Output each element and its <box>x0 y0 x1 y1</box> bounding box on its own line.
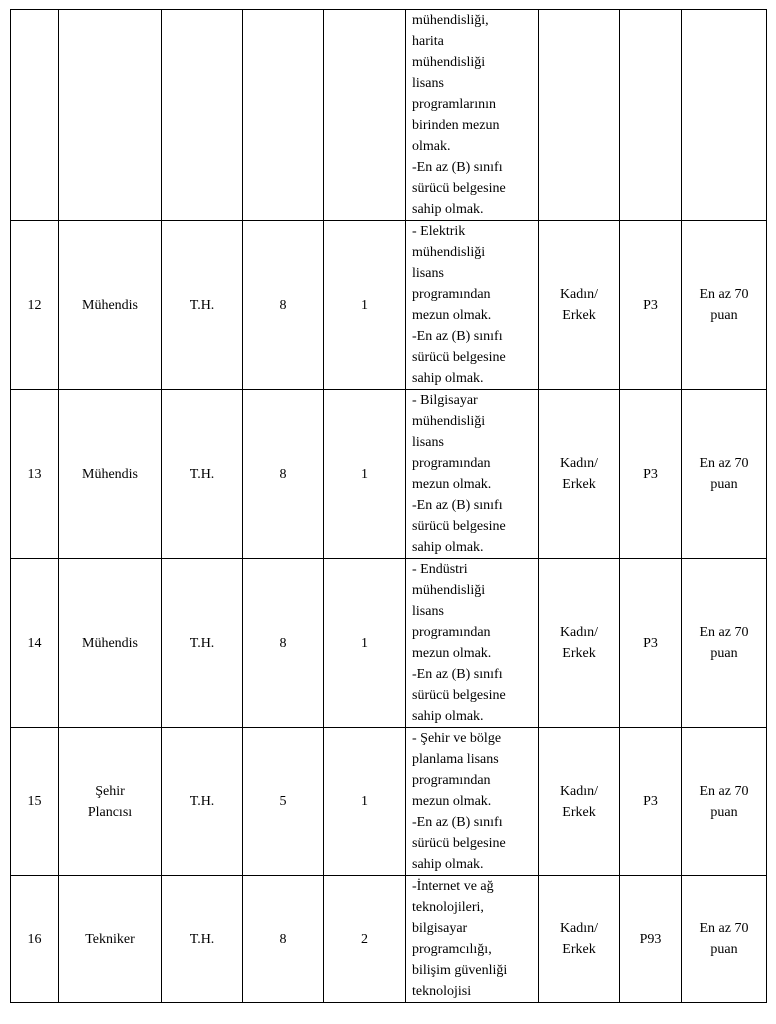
requirement-line: - Şehir ve bölge <box>412 731 502 746</box>
requirement-line: mezun olmak. <box>412 477 492 492</box>
min-score-line: puan <box>710 942 738 957</box>
requirement-line: programlarının <box>412 97 496 112</box>
requirement-line: - Elektrik <box>412 224 466 239</box>
requirement-line: mühendisliği, <box>412 13 489 28</box>
requirement-line: -En az (B) sınıfı <box>412 815 503 830</box>
class-cell: T.H. <box>162 559 243 728</box>
job-title-line: Plancısı <box>87 804 133 820</box>
gender-line: Kadın/ <box>559 287 599 302</box>
position-count-cell: 1 <box>324 390 406 559</box>
degree-cell: 8 <box>243 221 324 390</box>
gender-line: Erkek <box>562 308 596 323</box>
requirement-line: sahip olmak. <box>412 371 484 386</box>
degree-cell: 8 <box>243 876 324 1003</box>
min-score-line: En az 70 <box>699 287 749 302</box>
row-number-cell: 16 <box>11 876 59 1003</box>
row-number-cell: 14 <box>11 559 59 728</box>
row-number-cell: 12 <box>11 221 59 390</box>
job-title-line: Mühendis <box>82 635 138 651</box>
requirement-line: lisans <box>412 435 444 450</box>
job-title-cell <box>59 728 162 876</box>
job-title-cell <box>59 10 162 221</box>
score-type-cell: P3 <box>620 559 682 728</box>
table-row <box>11 876 767 1003</box>
min-score-cell <box>682 876 767 1003</box>
requirement-line: -En az (B) sınıfı <box>412 160 503 175</box>
requirement-line: harita <box>412 34 444 49</box>
requirement-line: programından <box>412 287 491 302</box>
job-listing-table <box>10 9 767 1003</box>
requirement-line: mühendisliği <box>412 55 486 70</box>
requirement-line: programından <box>412 456 491 471</box>
gender-line: Kadın/ <box>559 456 599 471</box>
requirement-line: - Bilgisayar <box>412 393 478 408</box>
requirement-line: -En az (B) sınıfı <box>412 498 503 513</box>
position-count-cell: 1 <box>324 728 406 876</box>
job-title-cell <box>59 876 162 1003</box>
degree-cell <box>243 10 324 221</box>
requirement-line: sahip olmak. <box>412 540 484 555</box>
gender-line: Erkek <box>562 942 596 957</box>
min-score-cell <box>682 221 767 390</box>
requirement-line: sahip olmak. <box>412 202 484 217</box>
table-row <box>11 728 767 876</box>
gender-cell <box>539 559 620 728</box>
class-cell: T.H. <box>162 876 243 1003</box>
requirement-line: -En az (B) sınıfı <box>412 329 503 344</box>
min-score-cell <box>682 10 767 221</box>
requirement-line: teknolojileri, <box>412 900 484 915</box>
requirement-line: mezun olmak. <box>412 308 492 323</box>
requirement-line: lisans <box>412 604 444 619</box>
degree-cell: 8 <box>243 559 324 728</box>
score-type-cell: P3 <box>620 221 682 390</box>
min-score-line: puan <box>710 804 738 820</box>
requirement-line: mezun olmak. <box>412 794 492 809</box>
gender-line: Erkek <box>562 804 596 820</box>
min-score-line: En az 70 <box>699 625 749 640</box>
min-score-line: puan <box>710 477 738 492</box>
requirement-line: mühendisliği <box>412 583 486 598</box>
min-score-cell <box>682 728 767 876</box>
position-count-cell <box>324 10 406 221</box>
table-row <box>11 10 767 221</box>
gender-line: Erkek <box>562 646 596 661</box>
job-title-cell <box>59 221 162 390</box>
gender-line: Kadın/ <box>559 783 599 799</box>
requirement-line: olmak. <box>412 139 451 154</box>
gender-cell <box>539 221 620 390</box>
table-row <box>11 221 767 390</box>
requirements-cell <box>406 728 539 876</box>
requirement-line: mühendisliği <box>412 245 486 260</box>
requirement-line: bilgisayar <box>412 921 468 936</box>
row-number-cell <box>11 10 59 221</box>
job-title-cell <box>59 559 162 728</box>
row-number-cell: 13 <box>11 390 59 559</box>
requirement-line: planlama lisans <box>412 752 499 767</box>
requirement-line: sahip olmak. <box>412 857 484 872</box>
job-title-line: Mühendis <box>82 466 138 482</box>
min-score-line: En az 70 <box>699 783 749 799</box>
position-count-cell: 2 <box>324 876 406 1003</box>
requirements-cell <box>406 221 539 390</box>
requirement-line: sürücü belgesine <box>412 350 506 365</box>
requirements-cell <box>406 876 539 1003</box>
score-type-cell <box>620 10 682 221</box>
min-score-line: puan <box>710 646 738 661</box>
requirement-line: programından <box>412 625 491 640</box>
requirement-line: sürücü belgesine <box>412 688 506 703</box>
job-title-line: Tekniker <box>85 931 135 947</box>
position-count-cell: 1 <box>324 559 406 728</box>
job-title-line: Şehir <box>95 783 125 799</box>
row-number-cell: 15 <box>11 728 59 876</box>
min-score-line: En az 70 <box>699 456 749 471</box>
requirement-line: sahip olmak. <box>412 709 484 724</box>
requirement-line: -En az (B) sınıfı <box>412 667 503 682</box>
gender-cell <box>539 390 620 559</box>
table-body <box>11 10 767 1003</box>
gender-cell <box>539 876 620 1003</box>
score-type-cell: P3 <box>620 728 682 876</box>
requirements-cell <box>406 10 539 221</box>
requirement-line: - Endüstri <box>412 562 468 577</box>
requirements-cell <box>406 390 539 559</box>
requirement-line: mühendisliği <box>412 414 486 429</box>
position-count-cell: 1 <box>324 221 406 390</box>
job-title-cell <box>59 390 162 559</box>
min-score-line: En az 70 <box>699 921 749 936</box>
degree-cell: 5 <box>243 728 324 876</box>
gender-cell <box>539 728 620 876</box>
gender-line: Kadın/ <box>559 921 599 936</box>
score-type-cell: P93 <box>620 876 682 1003</box>
requirement-line: birinden mezun <box>412 118 500 133</box>
requirement-line: sürücü belgesine <box>412 836 506 851</box>
gender-line: Kadın/ <box>559 625 599 640</box>
class-cell: T.H. <box>162 390 243 559</box>
table-row <box>11 559 767 728</box>
gender-line: Erkek <box>562 477 596 492</box>
min-score-cell <box>682 390 767 559</box>
job-title-line: Mühendis <box>82 297 138 313</box>
class-cell <box>162 10 243 221</box>
requirement-line: bilişim güvenliği <box>412 963 508 978</box>
min-score-cell <box>682 559 767 728</box>
gender-cell <box>539 10 620 221</box>
requirement-line: sürücü belgesine <box>412 519 506 534</box>
min-score-line: puan <box>710 308 738 323</box>
requirement-line: lisans <box>412 76 444 91</box>
degree-cell: 8 <box>243 390 324 559</box>
requirement-line: -İnternet ve ağ <box>412 879 494 894</box>
requirement-line: sürücü belgesine <box>412 181 506 196</box>
table-row <box>11 390 767 559</box>
requirement-line: programından <box>412 773 491 788</box>
class-cell: T.H. <box>162 221 243 390</box>
class-cell: T.H. <box>162 728 243 876</box>
requirement-line: lisans <box>412 266 444 281</box>
requirements-cell <box>406 559 539 728</box>
requirement-line: mezun olmak. <box>412 646 492 661</box>
requirement-line: teknolojisi <box>412 984 472 999</box>
requirement-line: programcılığı, <box>412 942 492 957</box>
score-type-cell: P3 <box>620 390 682 559</box>
